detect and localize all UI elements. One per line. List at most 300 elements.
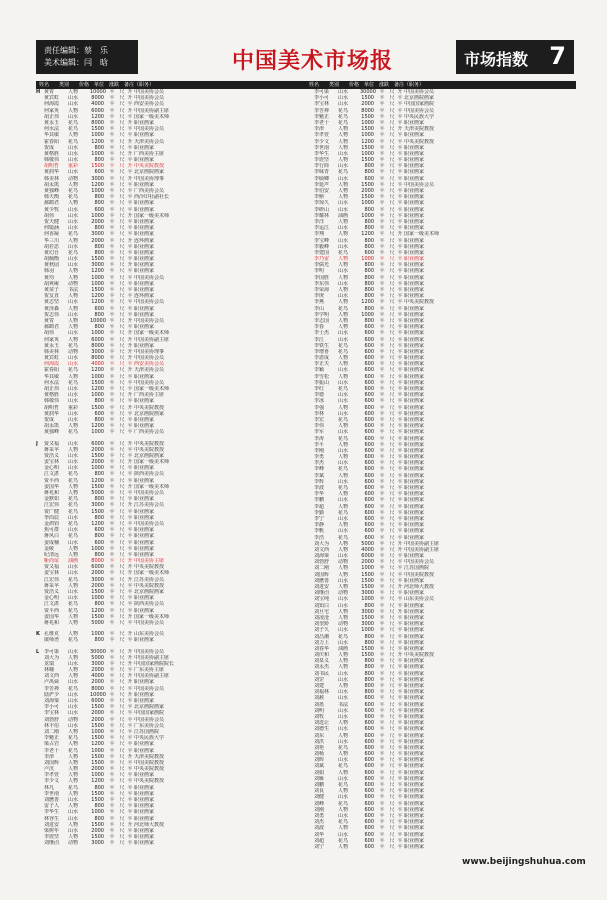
cell-unit-b: 尺 — [389, 423, 395, 430]
cell-unit-b: 尺 — [389, 497, 395, 504]
cell-letter: J — [36, 440, 38, 447]
cell-unit-b: 尺 — [119, 398, 125, 405]
cell-unit-a: 平 — [109, 181, 115, 188]
cell-remark: 职业画家 — [404, 639, 425, 646]
cell-price: 6000 — [91, 698, 104, 704]
cell-trend: 平 — [397, 683, 403, 689]
cell-unit-b: 尺 — [389, 701, 395, 708]
cell-remark: 天津美院教授 — [134, 753, 165, 760]
cell-unit-a: 平 — [379, 287, 385, 293]
cell-remark: 职业画家 — [404, 819, 425, 826]
cell-remark: 中国美协副主席 — [404, 546, 440, 553]
cell-name: 华三川 — [44, 237, 60, 244]
cell-price: 800 — [364, 163, 374, 170]
cell-trend: 平 — [397, 695, 403, 702]
cell-unit-b: 尺 — [119, 249, 125, 256]
cell-type: 人物 — [338, 355, 349, 362]
cell-name: 刘海粟 — [314, 553, 330, 560]
cell-unit-b: 尺 — [389, 812, 395, 819]
cell-unit-a: 平 — [379, 132, 385, 139]
cell-type: 山水 — [338, 101, 349, 108]
cell-trend: 平 — [397, 243, 403, 250]
cell-price: 1500 — [361, 584, 374, 590]
cell-name: 贺志伟 — [44, 311, 60, 318]
cell-name: 李少文 — [314, 138, 330, 145]
cell-trend: 升 — [127, 355, 133, 362]
cell-type: 人物 — [68, 778, 79, 785]
cell-price: 600 — [364, 491, 374, 498]
cell-type: 人物 — [68, 582, 79, 589]
cell-name: 刘宁 — [314, 843, 325, 850]
cell-price: 8000 — [91, 95, 104, 102]
cell-trend: 平 — [397, 169, 403, 176]
cell-type: 人物 — [338, 218, 349, 225]
cell-unit-a: 平 — [379, 144, 385, 151]
cell-name: 刘书民 — [314, 670, 330, 677]
cell-unit-a: 平 — [109, 342, 115, 349]
cell-name: 江文湛 — [44, 601, 60, 608]
cell-name: 刘勃舒 — [314, 559, 330, 566]
cell-unit-b: 尺 — [119, 200, 125, 207]
cell-trend: 平 — [397, 485, 403, 491]
cell-trend: 平 — [397, 757, 403, 764]
cell-name: 梁占岩 — [44, 741, 60, 748]
cell-remark: 中国美协会员 — [404, 559, 435, 566]
cell-remark: 职业画家 — [134, 533, 155, 540]
cell-type: 山水 — [338, 336, 349, 343]
cell-unit-b: 尺 — [389, 324, 395, 331]
cell-unit-a: 平 — [109, 679, 115, 686]
cell-unit-a: 平 — [379, 478, 385, 485]
cell-unit-b: 尺 — [119, 287, 125, 293]
cell-remark: 职业画家 — [404, 553, 425, 560]
cell-type: 花鸟 — [68, 576, 79, 583]
cell-type: 人物 — [68, 631, 79, 638]
cell-name: 李勇 — [314, 454, 325, 461]
cell-unit-a: 平 — [379, 782, 385, 788]
cell-price: 1000 — [361, 200, 374, 207]
cell-unit-b: 尺 — [119, 551, 125, 558]
cell-unit-b: 尺 — [119, 533, 125, 540]
cell-price: 1500 — [361, 126, 374, 133]
cell-unit-a: 平 — [379, 447, 385, 454]
cell-trend: 升 — [127, 558, 133, 565]
cell-unit-a: 平 — [109, 803, 115, 810]
cell-remark: 职业画家 — [134, 398, 155, 405]
cell-price: 600 — [364, 175, 374, 182]
cell-remark: 中央美院教授 — [404, 299, 435, 306]
cell-type: 人物 — [68, 551, 79, 558]
cell-unit-a: 平 — [379, 441, 385, 448]
cell-remark: 中国美协副主席 — [134, 107, 170, 114]
cell-unit-a: 平 — [109, 766, 115, 773]
cell-unit-b: 尺 — [119, 305, 125, 312]
cell-unit-a: 平 — [379, 627, 385, 634]
cell-trend: 平 — [127, 410, 133, 417]
cell-price: 600 — [364, 478, 374, 485]
cell-price: 800 — [364, 317, 374, 324]
table-row — [36, 840, 306, 846]
cell-remark: 职业画家 — [404, 188, 425, 194]
cell-type: 人物 — [68, 490, 79, 496]
cell-name: 黄润华 — [44, 169, 60, 176]
cell-unit-a: 平 — [109, 514, 115, 521]
page-header — [0, 40, 607, 78]
table-row — [36, 637, 306, 643]
cell-type: 山水 — [68, 679, 79, 686]
cell-remark: 职业画家 — [134, 539, 155, 546]
cell-remark: 职业画家 — [404, 831, 425, 838]
cell-remark: 山东美协会员 — [404, 596, 435, 603]
cell-unit-b: 尺 — [119, 423, 125, 430]
cell-unit-a: 平 — [109, 759, 115, 766]
cell-remark: 职业画家 — [404, 410, 425, 417]
cell-trend: 升 — [127, 753, 133, 760]
cell-trend: 平 — [397, 404, 403, 411]
cell-price: 600 — [94, 410, 104, 417]
cell-remark: 职业画家 — [404, 515, 425, 522]
cell-name: 江文湛 — [44, 471, 60, 478]
cell-unit-b: 尺 — [389, 367, 395, 374]
cell-unit-b: 尺 — [119, 766, 125, 773]
cell-remark: 职业画家 — [134, 747, 155, 754]
cell-remark: 职业画家 — [134, 324, 155, 331]
cell-name: 李津 — [44, 753, 55, 760]
cell-trend: 平 — [397, 590, 403, 597]
cell-name: 刘懋善 — [314, 577, 330, 584]
cell-unit-a: 平 — [379, 843, 385, 850]
cell-unit-b: 尺 — [389, 503, 395, 510]
cell-remark: 职业画家 — [134, 637, 155, 644]
cell-type: 人物 — [68, 772, 79, 779]
cell-price: 600 — [364, 528, 374, 535]
cell-unit-a: 平 — [109, 710, 115, 717]
cell-name: 刘鹏 — [314, 782, 325, 788]
cell-type: 花鸟 — [68, 508, 79, 515]
cell-name: 李华生 — [314, 150, 330, 157]
cell-trend: 平 — [127, 747, 133, 754]
cell-unit-a: 平 — [109, 589, 115, 595]
cell-remark: 职业画家 — [404, 454, 425, 461]
cell-price: 2000 — [361, 559, 374, 566]
cell-price: 1200 — [91, 113, 104, 120]
cell-unit-b: 尺 — [119, 685, 125, 692]
cell-unit-a: 平 — [109, 452, 115, 459]
cell-remark: 职业画家 — [134, 144, 155, 151]
cell-trend: 升 — [397, 126, 403, 133]
cell-trend: 平 — [127, 759, 133, 766]
cell-remark: 中国美协会员 — [134, 317, 165, 324]
cell-type: 人物 — [338, 188, 349, 194]
cell-unit-b: 尺 — [389, 726, 395, 733]
cell-type: 人物 — [338, 658, 349, 665]
cell-trend: 平 — [127, 268, 133, 275]
cell-trend: 平 — [127, 545, 133, 552]
cell-type: 山水 — [68, 514, 79, 521]
cell-trend: 升 — [397, 652, 403, 659]
cell-type: 人物 — [68, 483, 79, 490]
cell-type: 花鸟 — [338, 348, 349, 355]
cell-unit-a: 平 — [379, 596, 385, 603]
cell-type: 花鸟 — [338, 800, 349, 807]
cell-remark: 职业画家 — [404, 757, 425, 764]
cell-unit-a: 平 — [379, 212, 385, 219]
cell-price: 1500 — [361, 571, 374, 578]
cell-name: 郝鹤君 — [44, 200, 60, 207]
cell-name: 刘旦宅 — [314, 608, 330, 615]
cell-unit-a: 平 — [109, 262, 115, 269]
cell-unit-a: 平 — [109, 576, 115, 583]
cell-remark: 职业画家 — [134, 790, 155, 797]
cell-price: 800 — [364, 305, 374, 312]
cell-unit-a: 平 — [379, 367, 385, 374]
cell-price: 1000 — [91, 429, 104, 436]
cell-remark: 职业画家 — [404, 534, 425, 541]
cell-name: 李冰 — [314, 398, 325, 405]
cell-price: 3000 — [91, 660, 104, 667]
cell-name: 李勤 — [314, 509, 325, 516]
cell-unit-a: 平 — [379, 738, 385, 745]
cell-trend: 平 — [397, 602, 403, 609]
cell-price: 1500 — [361, 577, 374, 584]
cell-price: 1000 — [91, 545, 104, 552]
cell-name: 李老十 — [44, 747, 60, 754]
cell-price: 4000 — [91, 101, 104, 108]
cell-name: 李乃宙 — [314, 256, 330, 263]
cell-unit-b: 尺 — [119, 483, 125, 490]
cell-remark: 职业画家 — [404, 200, 425, 207]
cell-type: 人物 — [338, 565, 349, 572]
cell-price: 800 — [364, 639, 374, 646]
cell-type: 花鸟 — [338, 249, 349, 256]
cell-unit-a: 平 — [379, 113, 385, 120]
cell-unit-a: 平 — [109, 747, 115, 754]
cell-remark: 职业画家 — [404, 732, 425, 739]
cell-price: 1500 — [91, 287, 104, 293]
cell-unit-b: 尺 — [389, 515, 395, 522]
cell-price: 1000 — [91, 809, 104, 816]
cell-name: 李波 — [314, 485, 325, 491]
cell-remark: 河北师大教授 — [134, 821, 165, 828]
cell-name: 韩羽 — [44, 268, 55, 275]
cell-remark: 职业画家 — [404, 485, 425, 491]
cell-type: 人物 — [338, 491, 349, 498]
cell-price: 1500 — [91, 256, 104, 263]
cell-trend: 升 — [127, 317, 133, 324]
cell-remark: 职业画家 — [134, 416, 155, 423]
cell-unit-a: 平 — [109, 704, 115, 711]
cell-type: 山水 — [338, 676, 349, 683]
cell-unit-b: 尺 — [119, 225, 125, 232]
cell-unit-b: 尺 — [119, 747, 125, 754]
cell-remark: 西安美协会员 — [134, 101, 165, 108]
cell-unit-b: 尺 — [119, 163, 125, 170]
cell-type: 山水 — [338, 280, 349, 287]
cell-unit-b: 尺 — [119, 218, 125, 225]
cell-price: 1500 — [91, 379, 104, 386]
cell-price: 1500 — [91, 704, 104, 711]
cell-type: 花鸟 — [68, 496, 79, 503]
cell-price: 800 — [94, 496, 104, 503]
cell-trend: 平 — [397, 751, 403, 758]
cell-remark: 职业画家 — [404, 782, 425, 788]
cell-name: 刘泉义 — [314, 658, 330, 665]
cell-unit-a: 平 — [109, 194, 115, 201]
cell-type: 山水 — [68, 564, 79, 571]
cell-trend: 平 — [127, 607, 133, 614]
cell-unit-a: 平 — [109, 379, 115, 386]
cell-name: 贺成 — [44, 416, 55, 423]
cell-price: 600 — [364, 775, 374, 782]
cell-unit-b: 尺 — [119, 582, 125, 589]
cell-trend: 平 — [397, 317, 403, 324]
cell-unit-b: 尺 — [389, 843, 395, 850]
cell-trend: 平 — [397, 515, 403, 522]
cell-price: 600 — [364, 701, 374, 708]
cell-name: 姜宝林 — [44, 459, 60, 466]
cell-price: 600 — [364, 782, 374, 788]
cell-trend: 平 — [127, 716, 133, 723]
cell-unit-b: 尺 — [389, 107, 395, 114]
cell-type: 人物 — [338, 806, 349, 813]
cell-trend: 平 — [397, 466, 403, 473]
cell-name: 刘波 — [314, 825, 325, 832]
cell-name: 李运江 — [314, 225, 330, 232]
cell-price: 1200 — [91, 181, 104, 188]
right-column-body — [306, 89, 576, 850]
cell-unit-b: 尺 — [389, 596, 395, 603]
cell-unit-a: 平 — [379, 299, 385, 306]
cell-type: 山水 — [68, 212, 79, 219]
cell-remark: 职业画家 — [404, 769, 425, 776]
cell-type: 山水 — [68, 311, 79, 318]
cell-type: 人物 — [68, 834, 79, 841]
cell-unit-b: 尺 — [389, 305, 395, 312]
cell-trend: 升 — [127, 654, 133, 661]
cell-trend: 平 — [397, 701, 403, 708]
cell-price: 600 — [94, 169, 104, 176]
cell-unit-b: 尺 — [119, 508, 125, 515]
cell-name: 刘刚 — [314, 806, 325, 813]
cell-type: 花鸟 — [68, 533, 79, 540]
cell-unit-b: 尺 — [389, 237, 395, 244]
cell-name: 李国胜 — [314, 274, 330, 281]
cell-name: 李正天 — [314, 361, 330, 368]
cell-unit-b: 尺 — [119, 342, 125, 349]
cell-unit-b: 尺 — [389, 782, 395, 788]
cell-type: 山水 — [68, 827, 79, 834]
cell-name: 刘晖 — [314, 757, 325, 764]
cell-unit-a: 平 — [109, 483, 115, 490]
cell-trend: 升 — [127, 348, 133, 355]
cell-price: 1200 — [91, 386, 104, 392]
cell-trend: 平 — [127, 827, 133, 834]
cell-trend: 平 — [127, 514, 133, 521]
cell-trend: 平 — [397, 392, 403, 399]
cell-price: 1500 — [91, 404, 104, 411]
cell-price: 3000 — [91, 348, 104, 355]
cell-type: 山水 — [68, 459, 79, 466]
cell-type: 人物 — [338, 683, 349, 689]
cell-unit-a: 平 — [379, 218, 385, 225]
cell-type: 人物 — [338, 324, 349, 331]
cell-trend: 平 — [397, 150, 403, 157]
cell-price: 800 — [94, 601, 104, 608]
cell-unit-a: 平 — [109, 502, 115, 509]
cell-remark: 职业画家 — [404, 466, 425, 473]
cell-name: 华其敏 — [44, 132, 60, 139]
cell-price: 800 — [94, 225, 104, 232]
cell-type: 人物 — [68, 673, 79, 680]
cell-name: 李华 — [314, 491, 325, 498]
cell-unit-a: 平 — [109, 107, 115, 114]
cell-remark: 职业画家 — [404, 398, 425, 405]
cell-type: 人物 — [338, 825, 349, 832]
cell-remark: 江苏国画院 — [404, 565, 430, 572]
cell-type: 人物 — [68, 324, 79, 331]
cell-remark: 中央美院教授 — [134, 446, 165, 453]
cell-remark: 职业画家 — [134, 465, 155, 472]
cell-type: 人物 — [338, 287, 349, 293]
cell-price: 600 — [364, 416, 374, 423]
cell-remark: 中国美协会员 — [134, 716, 165, 723]
cell-name: 黄苗子 — [44, 287, 60, 293]
cell-name: 李世南 — [314, 144, 330, 151]
cell-trend: 平 — [397, 175, 403, 182]
cell-name: 刘懋善 — [44, 797, 60, 803]
cell-trend: 平 — [397, 565, 403, 572]
cell-remark: 国家一级美术师 — [134, 330, 170, 337]
cell-unit-b: 尺 — [119, 570, 125, 577]
cell-remark: 中央美院教授 — [134, 766, 165, 773]
cell-type: 山水 — [338, 293, 349, 300]
cell-trend: 平 — [397, 454, 403, 461]
cell-price: 8000 — [91, 685, 104, 692]
cell-unit-a: 平 — [379, 565, 385, 572]
cell-unit-a: 平 — [379, 522, 385, 529]
cell-trend: 平 — [397, 293, 403, 300]
cell-name: 刘二刚 — [314, 565, 330, 572]
cell-remark: 职业画家 — [404, 806, 425, 813]
cell-remark: 职业画家 — [404, 664, 425, 671]
footer-url[interactable]: www.beijingshuhua.com — [462, 857, 586, 867]
cell-remark: 职业画家 — [134, 784, 155, 791]
cell-unit-b: 尺 — [389, 695, 395, 702]
cell-price: 600 — [364, 806, 374, 813]
cell-letter — [36, 840, 44, 846]
cell-type: 山水 — [338, 243, 349, 250]
cell-unit-a: 平 — [109, 373, 115, 380]
cell-price: 1000 — [361, 212, 374, 219]
cell-name: 李研山 — [314, 206, 330, 213]
cell-type: 山水 — [68, 809, 79, 816]
cell-unit-b: 尺 — [389, 280, 395, 287]
cell-type: 人物 — [68, 667, 79, 674]
cell-trend: 平 — [397, 769, 403, 776]
cell-price: 600 — [364, 831, 374, 838]
cell-unit-a: 平 — [379, 670, 385, 677]
cell-trend: 平 — [397, 447, 403, 454]
cell-trend: 平 — [127, 416, 133, 423]
cell-remark: 职业画家 — [134, 741, 155, 748]
cell-type: 花鸟 — [338, 782, 349, 788]
cell-remark: 职业画家 — [134, 514, 155, 521]
cell-unit-b: 尺 — [119, 778, 125, 785]
cell-type: 人物 — [338, 522, 349, 529]
cell-price: 800 — [94, 416, 104, 423]
cell-remark: 职业画家 — [134, 508, 155, 515]
cell-unit-a: 平 — [379, 621, 385, 628]
